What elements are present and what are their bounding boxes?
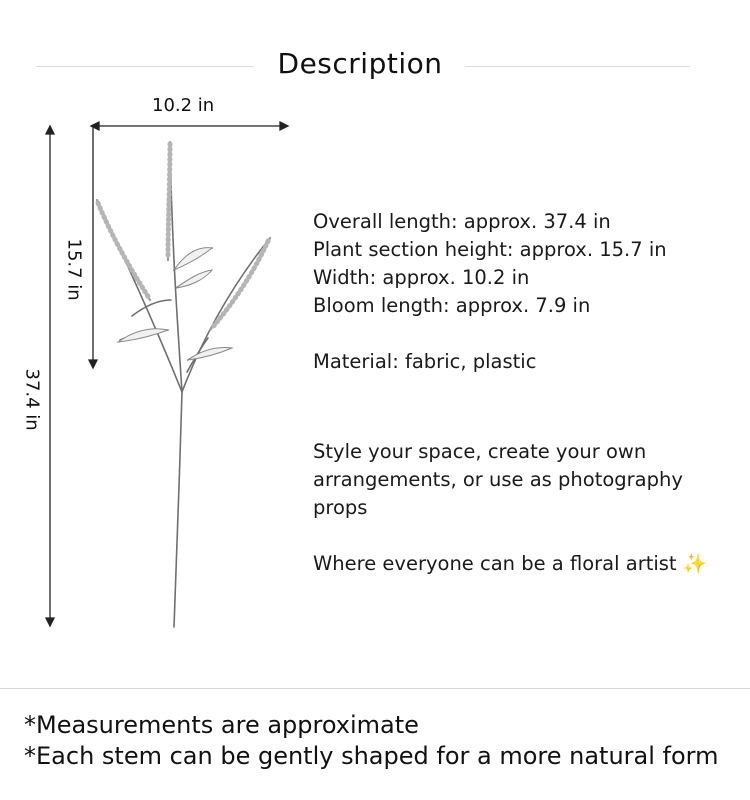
spec-list	[313, 208, 733, 578]
sparkle-icon: ✨	[682, 552, 708, 575]
page-title: Description	[277, 47, 443, 80]
tagline-text: Where everyone can be a floral artist	[313, 552, 677, 575]
plant-height-dimension-label: 15.7 in	[63, 238, 85, 301]
bloom-spikes	[97, 142, 270, 330]
note-measurements: *Measurements are approximate	[24, 711, 419, 739]
spec-width: Width: approx. 10.2 in	[313, 266, 530, 289]
bloom-texture	[98, 144, 268, 328]
stem-drawing	[97, 142, 270, 627]
style-text: Style your space, create your own arrangements, or use as photography props	[313, 440, 683, 519]
spec-material: Material: fabric, plastic	[313, 350, 537, 373]
spec-overall-length: Overall length: approx. 37.4 in	[313, 210, 611, 233]
width-dimension-label: 10.2 in	[152, 95, 215, 116]
spec-plant-height: Plant section height: approx. 15.7 in	[313, 238, 667, 261]
overall-length-dimension-label: 37.4 in	[21, 368, 43, 431]
notes-divider	[0, 688, 750, 689]
note-shaping: *Each stem can be gently shaped for a more natural form	[24, 742, 719, 770]
notes-section	[24, 710, 744, 772]
tagline	[313, 550, 733, 578]
spec-bloom-length: Bloom length: approx. 7.9 in	[313, 294, 591, 317]
